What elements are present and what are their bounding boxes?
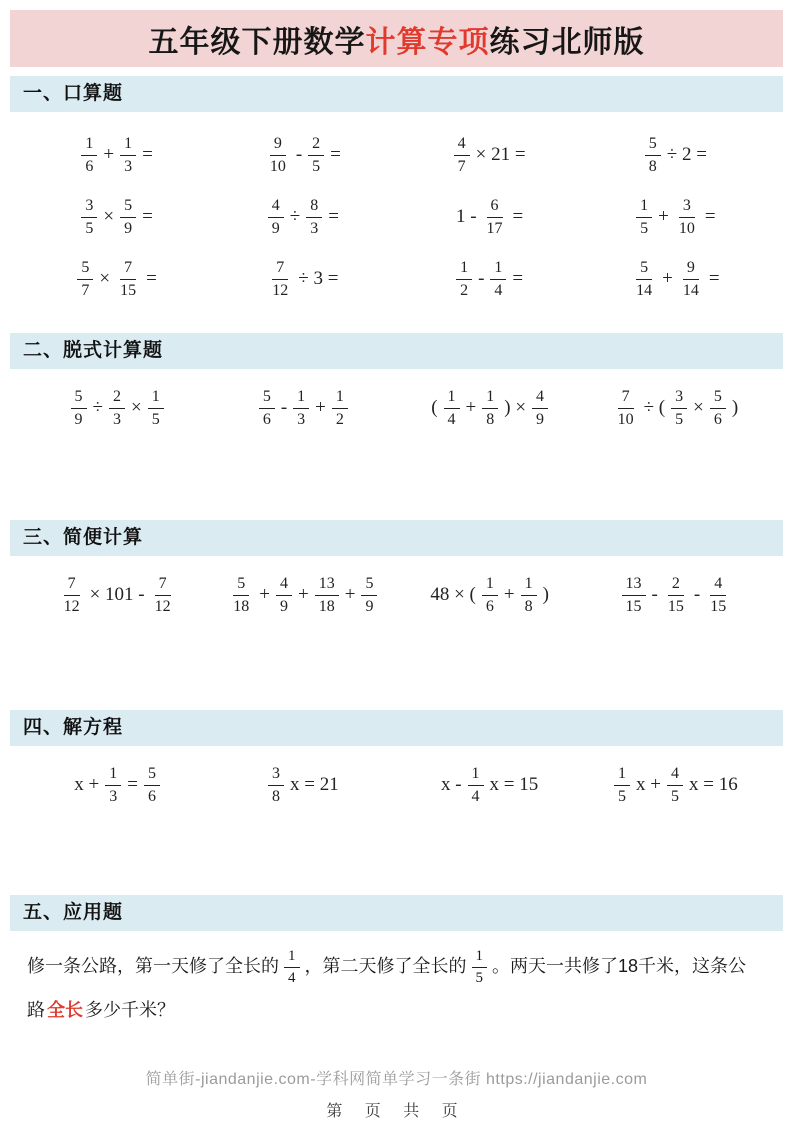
fraction: $\frac{1}{8}$ <box>482 389 498 428</box>
math-text: x = 15 <box>489 774 539 795</box>
fraction: $\frac{1}{5}$ <box>636 198 652 237</box>
math-text: 1 - <box>455 206 477 227</box>
fraction: $\frac{1}{2}$ <box>456 260 472 299</box>
math-text: ) × <box>504 397 527 418</box>
math-problem <box>24 564 210 626</box>
math-problem <box>24 754 210 816</box>
math-text: = <box>146 268 157 289</box>
fraction: $\frac{3}{10}$ <box>678 196 695 237</box>
title-suffix: 练习北师版 <box>489 25 645 59</box>
math-text: ÷ 3 = <box>298 268 339 289</box>
problem-grid-equations <box>24 746 769 816</box>
fraction: $\frac{6}{17}$ <box>486 196 503 237</box>
fraction: $\frac{5}{7}$ <box>77 260 93 299</box>
fraction: $\frac{7}{10}$ <box>617 387 634 428</box>
math-problem <box>397 124 583 186</box>
section-heading-simplified: 三、简便计算 <box>10 520 783 556</box>
math-text: + <box>662 268 673 289</box>
math-text: ( <box>431 397 438 418</box>
math-problem <box>583 377 769 439</box>
fraction: $\frac{1}{8}$ <box>521 576 537 615</box>
math-problem <box>24 377 210 439</box>
fraction: $\frac{4}{9}$ <box>532 389 548 428</box>
fraction: $\frac{5}{6}$ <box>259 389 275 428</box>
math-text: = <box>512 268 524 289</box>
fraction: $\frac{1}{4}$ <box>468 766 484 805</box>
math-text: = <box>127 774 138 795</box>
problem-grid-step <box>24 369 769 439</box>
math-problem <box>210 124 396 186</box>
math-text: × <box>693 397 704 418</box>
fraction: $\frac{9}{10}$ <box>269 134 286 175</box>
fraction: $\frac{7}{12}$ <box>154 574 171 615</box>
math-text: ) <box>542 584 549 605</box>
fraction: $\frac{2}{3}$ <box>109 389 125 428</box>
math-text: × <box>103 206 115 227</box>
math-text: - <box>693 584 701 605</box>
math-problem <box>583 754 769 816</box>
math-text: - <box>478 268 485 289</box>
footer-site-link: 简单街-jiandanjie.com-学科网简单学习一条街 https://jiandanjie.com <box>145 1071 648 1089</box>
fraction: $\frac{7}{12}$ <box>272 258 289 299</box>
section-oral-calculation <box>0 76 793 310</box>
math-text: = <box>330 144 341 165</box>
page-title <box>149 17 645 61</box>
math-problem <box>397 248 583 310</box>
fraction: $\frac{1}{5}$ <box>614 766 630 805</box>
math-text: x + <box>74 774 100 795</box>
fraction: $\frac{1}{3}$ <box>120 136 136 175</box>
section-heading-word: 五、应用题 <box>10 895 783 931</box>
math-text: 48 × ( <box>430 584 476 605</box>
math-text: 修一条公路，第一天修了全长的 <box>27 956 279 976</box>
fraction: $\frac{4}{5}$ <box>667 766 683 805</box>
fraction: $\frac{3}{5}$ <box>81 198 97 237</box>
section-heading-equations: 四、解方程 <box>10 710 783 746</box>
math-text: 多少千米？ <box>85 1000 175 1021</box>
fraction: $\frac{5}{18}$ <box>233 574 250 615</box>
fraction: $\frac{1}{5}$ <box>148 389 164 428</box>
fraction: $\frac{5}{14}$ <box>636 258 653 299</box>
math-text: ，第二天修了全长的 <box>304 956 467 976</box>
math-text: × 21 = <box>475 144 526 165</box>
problem-grid-oral <box>24 112 769 310</box>
math-text: ÷ ( <box>643 397 666 418</box>
math-text: 路 <box>27 1000 45 1021</box>
math-text: + <box>503 584 515 605</box>
math-text: = <box>704 206 716 227</box>
math-problem <box>397 186 583 248</box>
fraction: $\frac{7}{12}$ <box>63 574 80 615</box>
fraction: $\frac{1}{6}$ <box>482 576 498 615</box>
section-word-problems <box>0 895 793 1032</box>
word-problem <box>26 931 767 1032</box>
fraction: $\frac{1}{3}$ <box>105 766 121 805</box>
section-solve-equations <box>0 710 793 816</box>
fraction: $\frac{1}{5}$ <box>472 949 488 986</box>
fraction: $\frac{3}{8}$ <box>268 766 284 805</box>
page-footer <box>0 1066 793 1121</box>
math-text: 。两天一共修了18千米，这条公 <box>492 956 747 976</box>
fraction: $\frac{1}{4}$ <box>490 260 506 299</box>
math-text: × <box>99 268 111 289</box>
math-text: + <box>298 584 309 605</box>
math-text: = <box>512 206 524 227</box>
highlighted-text: 全长 <box>47 1000 83 1021</box>
math-problem <box>583 564 769 626</box>
fraction: $\frac{5}{6}$ <box>710 389 726 428</box>
fraction: $\frac{9}{14}$ <box>682 258 699 299</box>
math-text: = <box>142 144 153 165</box>
fraction: $\frac{13}{15}$ <box>622 576 646 615</box>
math-text: + <box>344 584 356 605</box>
fraction: $\frac{3}{5}$ <box>671 389 687 428</box>
section-step-calculation <box>0 333 793 439</box>
fraction: $\frac{8}{3}$ <box>306 198 322 237</box>
fraction: $\frac{1}{6}$ <box>81 136 97 175</box>
math-problem <box>583 186 769 248</box>
problem-grid-simplified <box>24 556 769 626</box>
math-text: + <box>103 144 115 165</box>
math-problem <box>24 248 210 310</box>
math-text: = <box>142 206 153 227</box>
math-text: × 101 - <box>89 584 145 605</box>
fraction: $\frac{5}{9}$ <box>361 576 377 615</box>
fraction: $\frac{5}{9}$ <box>120 198 136 237</box>
fraction: $\frac{5}{9}$ <box>71 389 87 428</box>
title-banner <box>10 10 783 67</box>
math-text: ÷ 2 = <box>666 144 707 165</box>
math-text: × <box>130 397 142 418</box>
fraction: $\frac{13}{18}$ <box>315 576 339 615</box>
math-text: ÷ <box>289 206 301 227</box>
section-heading-step: 二、脱式计算题 <box>10 333 783 369</box>
math-problem <box>24 124 210 186</box>
math-text: + <box>465 397 477 418</box>
math-problem <box>583 124 769 186</box>
title-prefix: 五年级下册数学 <box>148 25 366 59</box>
fraction: $\frac{1}{4}$ <box>444 389 460 428</box>
math-text: - <box>651 584 658 605</box>
math-problem <box>397 377 583 439</box>
math-text: x - <box>440 774 462 795</box>
worksheet-page <box>0 10 793 1132</box>
fraction: $\frac{2}{5}$ <box>308 136 324 175</box>
footer-page-number: 第 页 共 页 <box>326 1103 467 1121</box>
math-text: = <box>328 206 339 227</box>
fraction: $\frac{5}{6}$ <box>144 766 160 805</box>
math-text: + <box>259 584 271 605</box>
fraction: $\frac{1}{3}$ <box>293 389 309 428</box>
math-text: ) <box>731 397 739 418</box>
math-problem <box>210 186 396 248</box>
math-problem <box>210 377 396 439</box>
math-text: - <box>280 397 288 418</box>
fraction: $\frac{2}{15}$ <box>667 574 684 615</box>
fraction: $\frac{4}{9}$ <box>268 198 284 237</box>
math-problem <box>397 564 583 626</box>
math-problem <box>24 186 210 248</box>
fraction: $\frac{4}{9}$ <box>276 576 292 615</box>
math-text: ÷ <box>92 397 103 418</box>
math-problem <box>397 754 583 816</box>
math-text: x = 21 <box>290 774 339 795</box>
fraction: $\frac{4}{15}$ <box>710 574 727 615</box>
math-problem <box>583 248 769 310</box>
section-simplified-calculation <box>0 520 793 626</box>
math-text: = <box>708 268 720 289</box>
math-text: + <box>658 206 669 227</box>
fraction: $\frac{1}{4}$ <box>284 949 300 986</box>
math-text: x = 16 <box>689 774 738 795</box>
math-problem <box>210 754 396 816</box>
math-problem <box>210 564 396 626</box>
fraction: $\frac{5}{8}$ <box>645 136 661 175</box>
math-text: + <box>315 397 326 418</box>
fraction: $\frac{4}{7}$ <box>454 136 470 175</box>
math-text: x + <box>636 774 661 795</box>
math-text: - <box>295 144 303 165</box>
fraction: $\frac{7}{15}$ <box>120 258 137 299</box>
math-problem <box>210 248 396 310</box>
section-heading-oral: 一、口算题 <box>10 76 783 112</box>
title-highlight: 计算专项 <box>365 25 490 59</box>
fraction: $\frac{1}{2}$ <box>332 389 348 428</box>
